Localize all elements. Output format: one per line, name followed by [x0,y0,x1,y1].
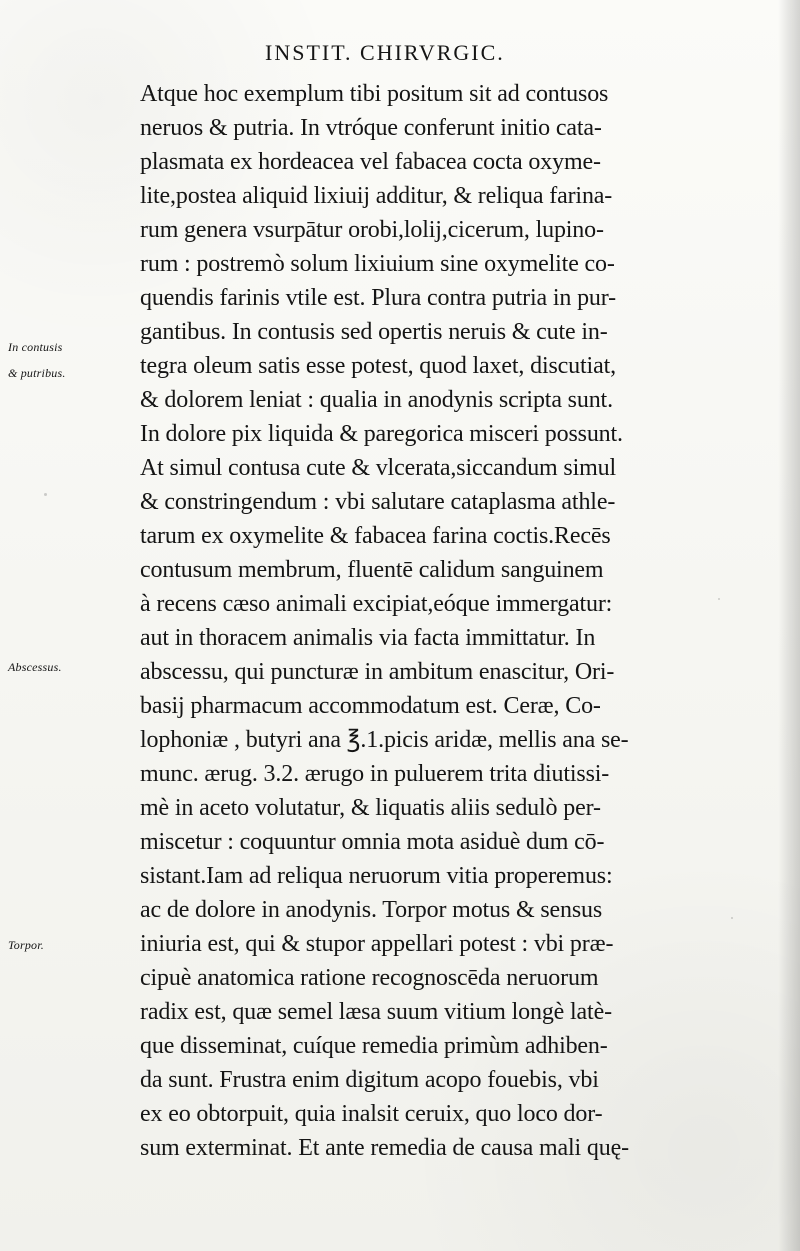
paper-speck [731,917,733,919]
body-line: mè in aceto volutatur, & liquatis aliis sedulò per- [140,795,601,821]
margin-note-torpor: Torpor. [8,938,44,952]
body-line: plasmata ex hordeacea vel fabacea cocta oxyme- [140,149,601,175]
body-line: rum genera vsurpātur orobi,lolij,cicerum, lupino- [140,217,604,243]
paper-speck [718,598,720,600]
body-line: tegra oleum satis esse potest, quod laxet, discutiat, [140,353,616,379]
body-line: à recens cæso animali excipiat,eóque immergatur: [140,591,613,617]
body-line: radix est, quæ semel læsa suum vitium longè latè- [140,999,612,1025]
body-line: iniuria est, qui & stupor appellari potest : vbi præ- [140,931,614,957]
running-head: INSTIT. CHIRVRGIC. [265,40,505,65]
body-line: lophoniæ , butyri ana ℥.1.picis aridæ, mellis ana se- [140,727,629,753]
body-line: In dolore pix liquida & paregorica misceri possunt. [140,421,623,447]
body-line: sistant.Iam ad reliqua neruorum vitia properemus: [140,863,613,889]
body-line: neruos & putria. In vtróque conferunt initio cata- [140,115,602,141]
body-line: munc. ærug. 3.2. ærugo in puluerem trita diutissi- [140,761,610,787]
body-line: aut in thoracem animalis via facta immittatur. In [140,625,596,651]
body-line: lite,postea aliquid lixiuij additur, & reliqua farina- [140,183,613,209]
body-line: basij pharmacum accommodatum est. Ceræ, Co- [140,693,601,719]
body-line: da sunt. Frustra enim digitum acopo fouebis, vbi [140,1067,599,1093]
body-line: que disseminat, cuíque remedia primùm adhiben- [140,1033,608,1059]
paper-speck [44,493,47,496]
body-line: & dolorem leniat : qualia in anodynis scripta sunt. [140,387,613,413]
body-line: abscessu, qui puncturæ in ambitum enascitur, Ori- [140,659,615,685]
body-line: gantibus. In contusis sed opertis neruis & cute in- [140,319,608,345]
body-line: & constringendum : vbi salutare cataplasma athle- [140,489,616,515]
body-line: quendis farinis vtile est. Plura contra putria in pur- [140,285,616,311]
body-line: At simul contusa cute & vlcerata,siccandum simul [140,455,617,481]
body-line: contusum membrum, fluentē calidum sanguinem [140,557,604,583]
body-line: ac de dolore in anodynis. Torpor motus & sensus [140,897,603,923]
body-line: miscetur : coquuntur omnia mota asiduè dum cō- [140,829,605,855]
body-line: rum : postremò solum lixiuium sine oxymelite co- [140,251,615,277]
page-edge-shadow [778,0,800,1251]
margin-note-in-contusis: In contusis [8,340,63,354]
body-line: sum exterminat. Et ante remedia de causa mali quę- [140,1135,629,1161]
body-line: Atque hoc exemplum tibi positum sit ad contusos [140,81,609,107]
margin-note-et-putribus: & putribus. [8,366,66,380]
body-line: tarum ex oxymelite & fabacea farina coctis.Recēs [140,523,611,549]
body-line: ex eo obtorpuit, quia inalsit ceruix, quo loco dor- [140,1101,603,1127]
margin-note-abscessus: Abscessus. [8,660,62,674]
body-line: cipuè anatomica ratione recognoscēda neruorum [140,965,599,991]
